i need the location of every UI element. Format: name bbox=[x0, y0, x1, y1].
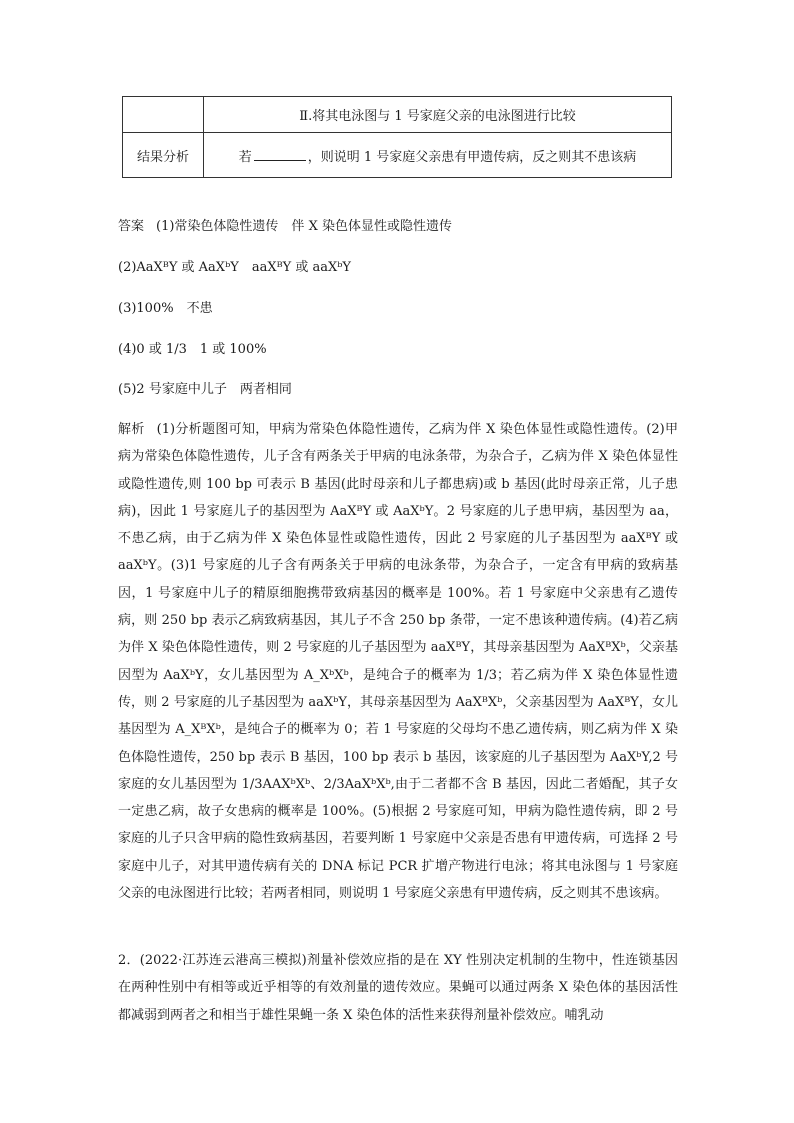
answer-line-2: (2)AaXᴮY 或 AaXᵇY aaXᴮY 或 aaXᵇY bbox=[118, 260, 352, 275]
question-2-paragraph bbox=[118, 947, 678, 1029]
fill-in-blank[interactable] bbox=[254, 148, 306, 161]
answer-line-4: (4)0 或 1/3 1 或 100% bbox=[118, 342, 267, 357]
analysis-text: (1)分析题图可知，甲病为常染色体隐性遗传，乙病为伴 X 染色体显性或隐性遗传。(2)甲病为常染色体隐性遗传，儿子含有两条关于甲病的电泳条带，为杂合子，乙病为伴 X 染色体显性或隐性遗传,则 100 bp 可表示 B 基因(此时母亲和儿子都患病)或 b 基因(此时母亲正常，儿子患病)，因此 1 号家庭儿子的基因型为 AaXᴮY 或 AaXᵇY。2 号家庭的儿子患甲病，基因型为 aa，不患乙病，由于乙病为伴 X 染色体显性或隐性遗传，因此 2 号家庭的儿子基因型为 aaXᴮY 或 aaXᵇY。(3)1 号家庭的儿子含有两条关于甲病的电泳条带，为杂合子，一定含有甲病的致病基因，1 号家庭中儿子的精原细胞携带致病基因的概率是 100%。若 1 号家庭中父亲患有乙遗传病，则 250 bp 表示乙病致病基因，其儿子不含 250 bp 条带，一定不患该种遗传病。(4)若乙病为伴 X 染色体隐性遗传，则 2 号家庭的儿子基因型为 aaXᴮY，其母亲基因型为 AaXᴮXᵇ，父亲基因型为 AaXᵇY，女儿基因型为 A_XᵇXᵇ，是纯合子的概率为 1/3；若乙病为伴 X 染色体显性遗传，则 2 号家庭的儿子基因型为 aaXᵇY，其母亲基因型为 AaXᴮXᵇ，父亲基因型为 AaXᴮY，女儿基因型为 A_XᴮXᵇ，是纯合子的概率为 0；若 1 号家庭的父母均不患乙遗传病，则乙病为伴 X 染色体隐性遗传，250 bp 表示 B 基因，100 bp 表示 b 基因，该家庭的儿子基因型为 AaXᵇY,2 号家庭的女儿基因型为 1/3AAXᵇXᵇ、2/3AaXᵇXᵇ,由于二者都不含 B 基因，因此二者婚配，其子女一定患乙病，故子女患病的概率是 100%。(5)根据 2 号家庭可知，甲病为隐性遗传病，即 2 号家庭的儿子只含甲病的隐性致病基因，若要判断 1 号家庭中父亲是否患有甲遗传病，可选择 2 号家庭中儿子，对其甲遗传病有关的 DNA 标记 PCR 扩增产物进行电泳；将其电泳图与 1 号家庭父亲的电泳图进行比较；若两者相同，则说明 1 号家庭父亲患有甲遗传病，反之则其不患该病。 bbox=[118, 422, 678, 902]
experiment-table bbox=[122, 96, 672, 178]
table-row bbox=[123, 97, 672, 133]
answer-line-1 bbox=[118, 219, 452, 235]
analysis-paragraph bbox=[118, 416, 678, 907]
table-cell-empty bbox=[123, 97, 204, 133]
step-compare-cell: Ⅱ.将其电泳图与 1 号家庭父亲的电泳图进行比较 bbox=[204, 97, 672, 133]
result-suffix: ，则说明 1 号家庭父亲患有甲遗传病，反之则其不患该病 bbox=[307, 149, 637, 165]
result-analysis-cell bbox=[204, 133, 672, 178]
result-analysis-header: 结果分析 bbox=[123, 133, 204, 178]
answer-label: 答案 bbox=[118, 219, 145, 234]
table-row bbox=[123, 133, 672, 178]
question-2-text: 2．(2022·江苏连云港高三模拟)剂量补偿效应指的是在 XY 性别决定机制的生物中，性连锁基因在两种性别中有相等或近乎相等的有效剂量的遗传效应。果蝇可以通过两条 X 染色体的基因活性都减弱到两者之和相当于雄性果蝇一条 X 染色体的活性来获得剂量补偿效应。哺乳动 bbox=[118, 953, 678, 1023]
result-prefix: 若 bbox=[238, 149, 252, 165]
answer-line-3: (3)100% 不患 bbox=[118, 301, 213, 316]
answer-text: (1)常染色体隐性遗传 伴 X 染色体显性或隐性遗传 bbox=[156, 219, 452, 234]
analysis-label: 解析 bbox=[118, 422, 145, 437]
answer-line-5: (5)2 号家庭中儿子 两者相同 bbox=[118, 382, 292, 397]
